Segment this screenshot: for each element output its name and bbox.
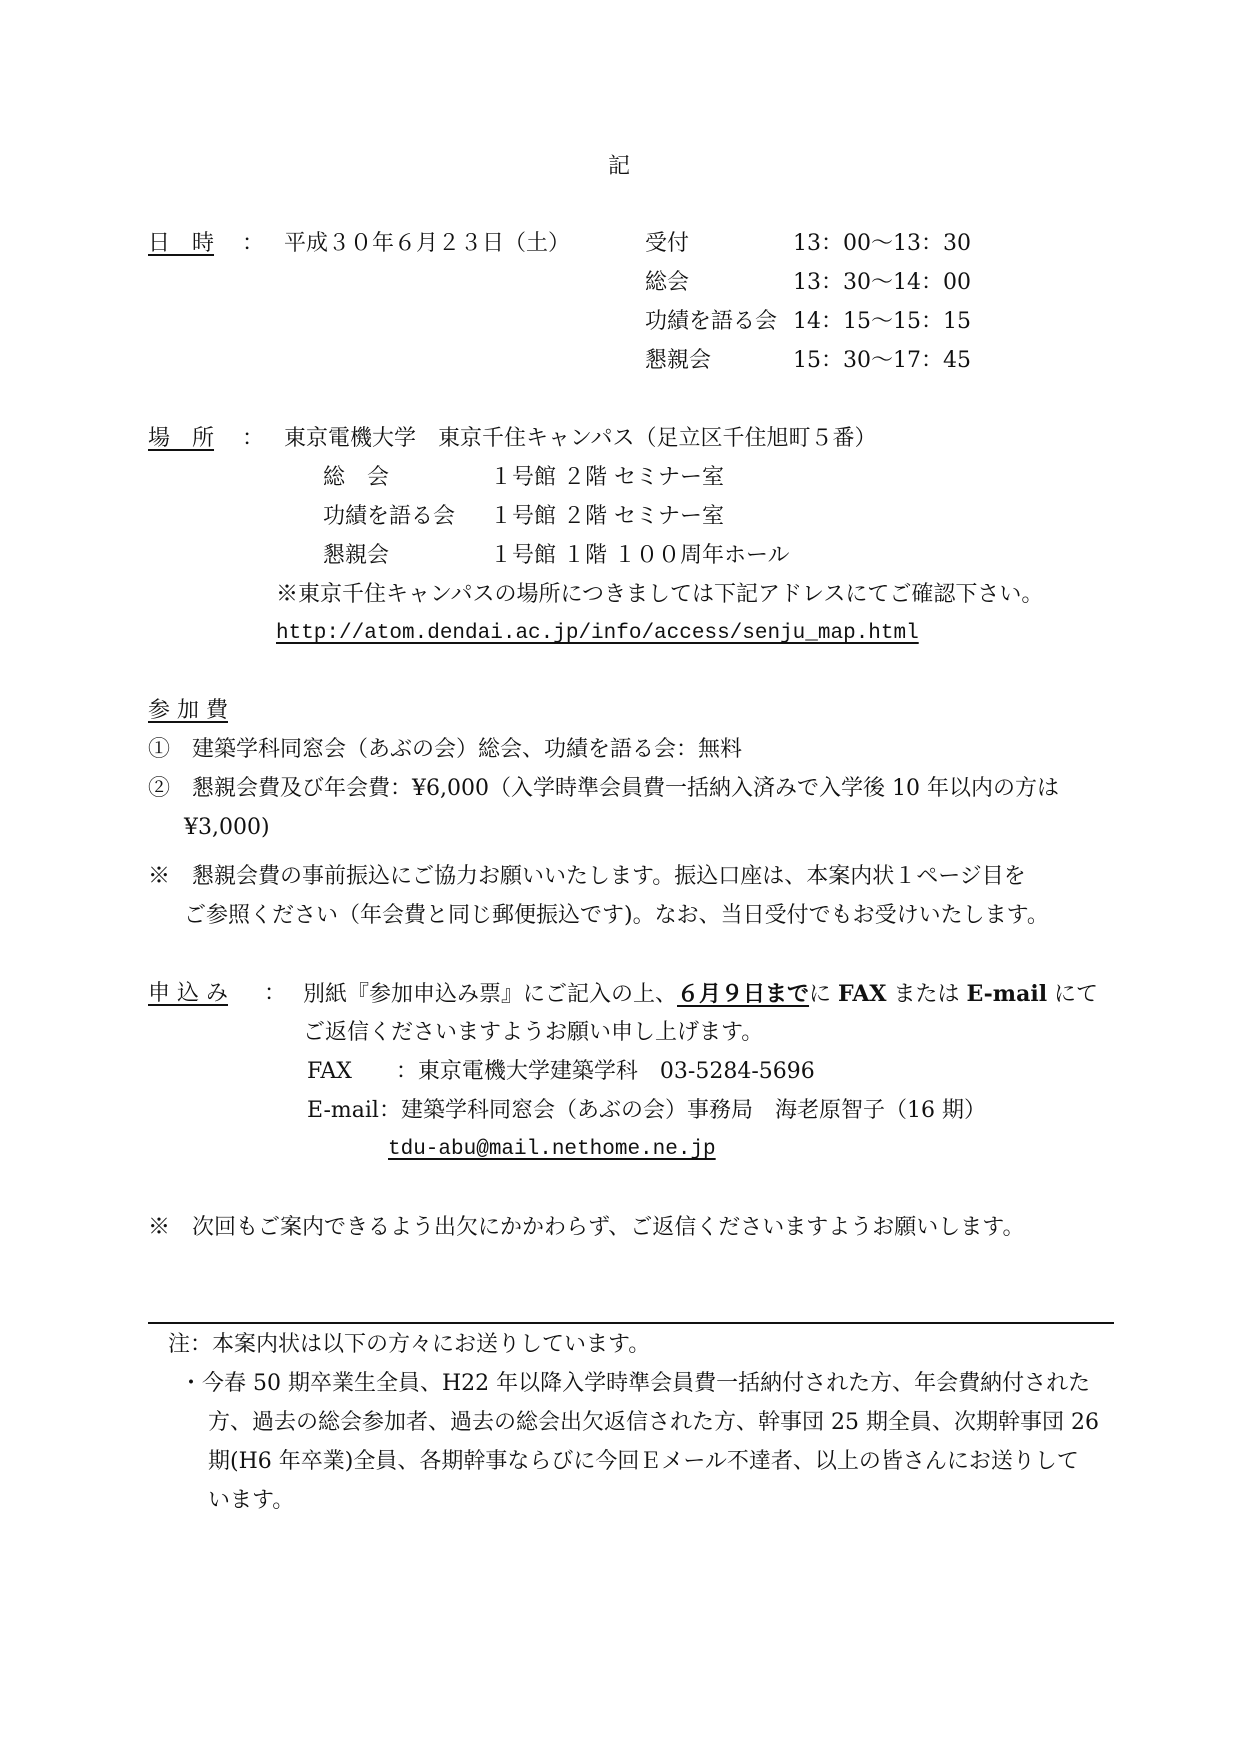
apply-deadline: ６月９日まで (677, 981, 810, 1007)
venue-colon: ： (242, 426, 265, 451)
schedule-time: 13：30〜14：00 (793, 270, 971, 295)
room-name: 総 会 (323, 465, 390, 490)
fee-label: 参 加 費 (148, 698, 228, 723)
apply-post: にて (1047, 982, 1099, 1007)
apply-label: 申 込 み (148, 981, 228, 1006)
fee-item-2: ② 懇親会費及び年会費：¥6,000（入学時準会員費一括納入済みで入学後 10 年以内の方は (148, 776, 1059, 801)
schedule-time: 14：15〜15：15 (793, 309, 971, 334)
map-link[interactable]: http://atom.dendai.ac.jp/info/access/senju_map.html (276, 622, 919, 645)
schedule-event: 受付 (645, 231, 690, 256)
schedule-time: 13：00〜13：30 (793, 231, 971, 256)
email-address-link[interactable]: tdu-abu@mail.nethome.ne.jp (388, 1138, 716, 1161)
venue-note: ※東京千住キャンパスの場所につきましては下記アドレスにてご確認下さい。 (276, 582, 1044, 607)
apply-fax: FAX ：東京電機大学建築学科 03-5284-5696 (307, 1059, 815, 1084)
fee-item-2-cont: ¥3,000) (184, 815, 270, 840)
apply-fax-word: FAX (838, 981, 887, 1007)
divider-line (148, 1322, 1114, 1324)
apply-email-word: E-mail (966, 981, 1048, 1007)
venue-main: 東京電機大学 東京千住キャンパス（足立区千住旭町５番） (284, 426, 877, 451)
apply-or: または (886, 982, 967, 1007)
fee-note-2: ご参照ください（年会費と同じ郵便振込です)。なお、当日受付でもお受けいたします。 (184, 903, 1049, 928)
room-place: １号館 ２階 セミナー室 (490, 504, 724, 529)
room-place: １号館 ２階 セミナー室 (490, 465, 724, 490)
footnote-line: 期(H6 年卒業)全員、各期幹事ならびに今回Ｅメール不達者、以上の皆さんにお送りして (208, 1449, 1079, 1474)
fee-item-1: ① 建築学科同窓会（あぶの会）総会、功績を語る会：無料 (148, 737, 743, 762)
venue-label: 場 所 (148, 426, 215, 451)
apply-intro: 別紙『参加申込み票』にご記入の上、 (303, 982, 678, 1007)
event-date: 平成３０年６月２３日（土） (284, 231, 571, 256)
room-name: 懇親会 (323, 543, 390, 568)
apply-email: E-mail：建築学科同窓会（あぶの会）事務局 海老原智子（16 期） (307, 1098, 986, 1123)
section-heading: 記 (608, 154, 631, 179)
schedule-event: 総会 (645, 270, 690, 295)
apply-colon: ： (264, 981, 287, 1006)
apply-mid: に (809, 982, 839, 1007)
room-name: 功績を語る会 (323, 504, 456, 529)
footnote-line: 方、過去の総会参加者、過去の総会出欠返信された方、幹事団 25 期全員、次期幹事団 26 (208, 1410, 1099, 1435)
schedule-event: 懇親会 (645, 348, 712, 373)
room-place: １号館 １階 １００周年ホール (490, 543, 790, 568)
fee-note-1: ※ 懇親会費の事前振込にご協力お願いいたします。振込口座は、本案内状１ページ目を (148, 864, 1026, 889)
closing-note: ※ 次回もご案内できるよう出欠にかかわらず、ご返信くださいますようお願いします。 (148, 1215, 1025, 1240)
footnote-title: 注：本案内状は以下の方々にお送りしています。 (168, 1332, 651, 1357)
datetime-label: 日 時 (148, 231, 215, 256)
schedule-time: 15：30〜17：45 (793, 348, 971, 373)
apply-line-1 (303, 983, 1098, 1006)
schedule-event: 功績を語る会 (645, 309, 778, 334)
footnote-line: ・今春 50 期卒業生全員、H22 年以降入学時準会員費一括納付された方、年会費納付された (180, 1371, 1091, 1396)
footnote-line: います。 (208, 1488, 295, 1513)
datetime-colon: ： (242, 231, 265, 256)
apply-line-2: ご返信くださいますようお願い申し上げます。 (303, 1020, 764, 1045)
